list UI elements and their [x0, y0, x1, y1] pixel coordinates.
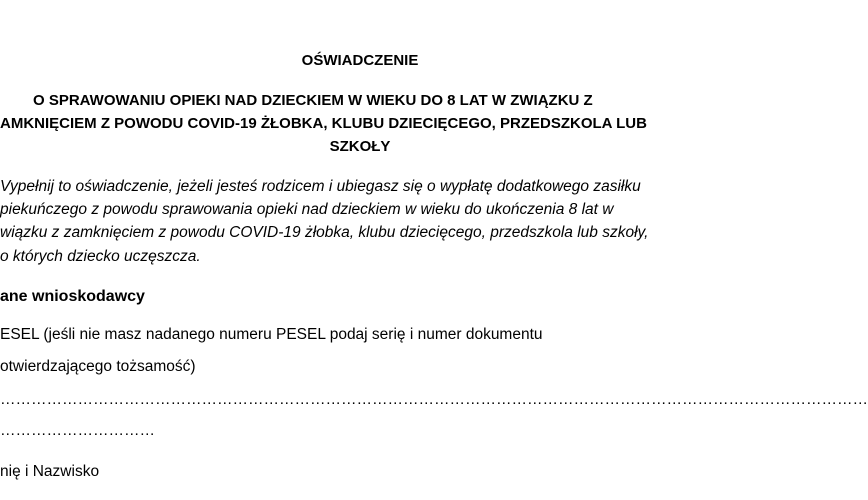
intro-text-line-3: wiązku z zamknięciem z powodu COVID-19 żłobka, klubu dziecięcego, przedszkola lub szkoły, — [0, 224, 649, 241]
applicant-data-heading: ane wnioskodawcy — [0, 288, 145, 305]
intro-text-line-1: Vypełnij to oświadczenie, jeżeli jesteś rodzicem i ubiegasz się o wypłatę dodatkowego zasiłku — [0, 178, 641, 195]
pesel-fill-line-continuation[interactable]: ………………………… — [0, 422, 155, 439]
intro-text-line-4: o których dziecko uczęszcza. — [0, 248, 201, 265]
document-subtitle-line-2: AMKNIĘCIEM Z POWODU COVID-19 ŻŁOBKA, KLUBU DZIECIĘCEGO, PRZEDSZKOLA LUB — [0, 115, 647, 132]
document-subtitle-line-1: O SPRAWOWANIU OPIEKI NAD DZIECKIEM W WIEKU DO 8 LAT W ZWIĄZKU Z — [33, 92, 593, 109]
intro-text-line-2: piekuńczego z powodu sprawowania opieki nad dzieckiem w wieku do ukończenia 8 lat w — [0, 201, 614, 218]
pesel-fill-line[interactable]: …………………………………………………………………………………………………………………………………………………… — [0, 391, 868, 408]
name-field-label: nię i Nazwisko — [0, 463, 100, 480]
document-subtitle-line-3: SZKOŁY — [329, 138, 391, 155]
document-title: OŚWIADCZENIE — [301, 52, 419, 69]
pesel-field-label-line-1: ESEL (jeśli nie masz nadanego numeru PESEL podaj serię i numer dokumentu — [0, 326, 543, 343]
pesel-field-label-line-2: otwierdzającego tożsamość) — [0, 358, 196, 375]
